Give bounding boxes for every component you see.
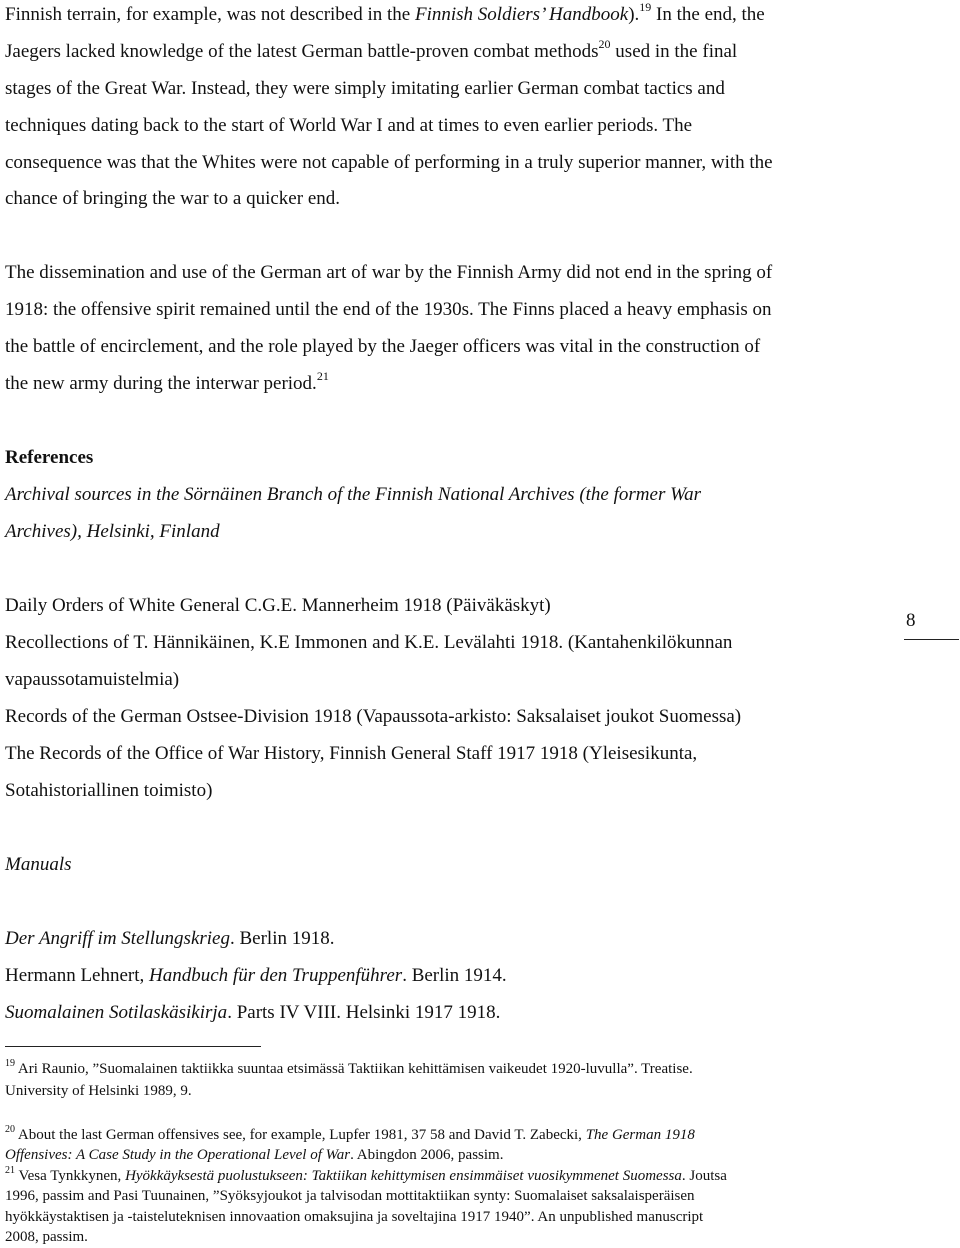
footnote-ref: 20 [598, 37, 611, 51]
body-line: stages of the Great War. Instead, they were simply imitating earlier German combat tactics and [5, 78, 725, 99]
footnote-ref: 19 [639, 0, 652, 14]
reference-item: Recollections of T. Hännikäinen, K.E Immonen and K.E. Levälahti 1918. (Kantahenkilökunnan [5, 632, 733, 653]
footnote-20-cont: Offensives: A Case Study in the Operational Level of War. Abingdon 2006, passim. [5, 1147, 504, 1163]
footnote-19: $^{19}$ Ari Raunio, ”Suomalainen taktiikka suuntaa etsimässä Taktiikan kehittämisen vaikeudet 1920-luvulla”. Treatise. [5, 1058, 693, 1077]
manual-item: Suomalainen Sotilaskäsikirja. Parts IV VIII. Helsinki 1917 1918. [5, 1002, 501, 1023]
body-line: The dissemination and use of the German art of war by the Finnish Army did not end in the spring of [5, 262, 773, 283]
footnote-20: $^{20}$ About the last German offensives see, for example, Lupfer 1981, 37 58 and David T. Zabecki, The German 1918 [5, 1124, 695, 1143]
body-line: the battle of encirclement, and the role played by the Jaeger officers was vital in the construction of [5, 336, 761, 357]
reference-item: vapaussotamuistelmia) [5, 669, 180, 690]
reference-item: Records of the German Ostsee-Division 1918 (Vapaussota-arkisto: Saksalaiset joukot Suomessa) [5, 706, 742, 727]
footnote-ref: 21 [316, 369, 329, 383]
manual-item: Hermann Lehnert, Handbuch für den Truppenführer. Berlin 1914. [5, 965, 507, 986]
body-line: Jaegers lacked knowledge of the latest German battle-proven combat methods$^{20}$ used in the final [5, 37, 738, 62]
footnote-21-cont: 1996, passim and Pasi Tuunainen, ”Syöksyjoukot ja talvisodan mottitaktiikan synty: Suomalaiset saksalaisperäisen [5, 1188, 695, 1204]
archival-sources-heading: Archival sources in the Sörnäinen Branch of the Finnish National Archives (the former War [5, 484, 702, 505]
footnote-21-cont: 2008, passim. [5, 1229, 88, 1245]
cited-title: Finnish Soldiers’ Handbook [414, 4, 629, 25]
page-number: 8 [906, 610, 916, 631]
reference-item: Daily Orders of White General C.G.E. Mannerheim 1918 (Päiväkäskyt) [5, 595, 551, 616]
reference-item: Sotahistoriallinen toimisto) [5, 780, 213, 801]
references-heading: References [5, 447, 94, 468]
footnote-19-cont: University of Helsinki 1989, 9. [5, 1083, 192, 1099]
footnote-21: $^{21}$ Vesa Tynkkynen, Hyökkäyksestä puolustukseen: Taktiikan kehittymisen ensimmäiset vuosikymmenet Suomessa. Joutsa [5, 1165, 727, 1184]
body-line: techniques dating back to the start of World War I and at times to even earlier periods. The [5, 115, 693, 136]
page-number-rule [904, 639, 959, 640]
body-line: Finnish terrain, for example, was not described in the Finnish Soldiers’ Handbook).$^{19}$ In the end, the [5, 0, 765, 25]
reference-item: The Records of the Office of War History, Finnish General Staff 1917 1918 (Yleisesikunta, [5, 743, 698, 764]
footnote-21-cont: hyökkäystaktisen ja -taisteluteknisen innovaation omaksujina ja soveltajina 1917 1940”. An unpublished manuscript [5, 1209, 704, 1225]
body-line: consequence was that the Whites were not capable of performing in a truly superior manner, with the [5, 152, 773, 173]
footnote-separator [5, 1046, 261, 1047]
body-line: 1918: the offensive spirit remained until the end of the 1930s. The Finns placed a heavy emphasis on [5, 299, 772, 320]
manuals-heading: Manuals [5, 854, 72, 875]
archival-sources-heading: Archives), Helsinki, Finland [5, 521, 220, 542]
body-line: chance of bringing the war to a quicker end. [5, 188, 341, 209]
body-line: the new army during the interwar period.$^{21}$ [5, 369, 329, 394]
manual-item: Der Angriff im Stellungskrieg. Berlin 1918. [5, 928, 335, 949]
